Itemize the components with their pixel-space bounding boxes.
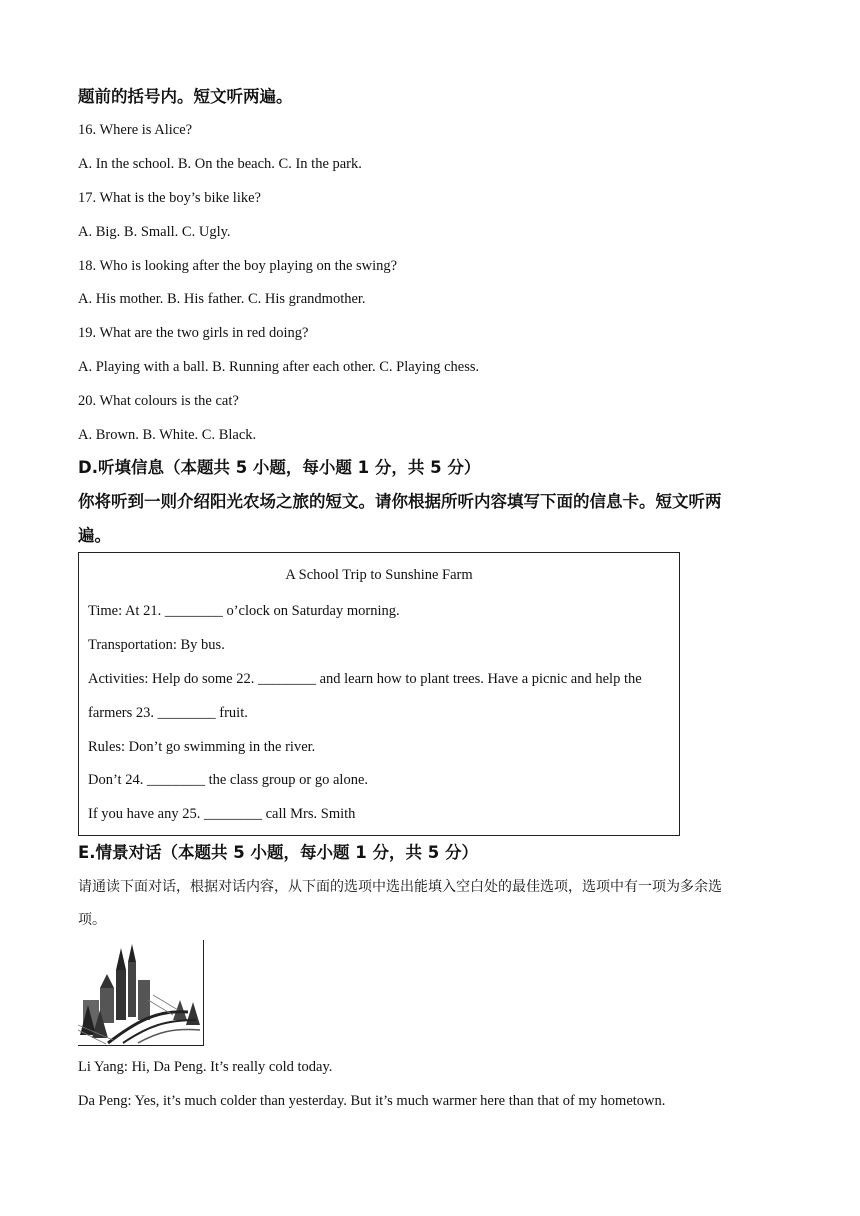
section-e-instruction-line1: 请通读下面对话，根据对话内容，从下面的选项中选出能填入空白处的最佳选项，选项中有一项为多余选 [78,879,722,895]
city-sketch-image [78,940,203,1045]
info-card-time: Time: At 21. ________ o’clock on Saturday morning. [88,603,400,619]
question-16: 16. Where is Alice? [78,122,193,138]
options-20: A. Brown. B. White. C. Black. [78,427,257,443]
info-card-activities: Activities: Help do some 22. ________ and learn how to plant trees. Have a picnic and help the [88,671,642,687]
question-18: 18. Who is looking after the boy playing on the swing? [78,258,398,274]
question-17: 17. What is the boy’s bike like? [78,190,261,206]
info-card-transportation: Transportation: By bus. [88,637,225,653]
info-card-activities-cont: farmers 23. ________ fruit. [88,705,248,721]
question-19: 19. What are the two girls in red doing? [78,325,309,341]
section-d-instruction-line2: 遍。 [78,526,111,545]
info-card-rule-2: Don’t 24. ________ the class group or go alone. [88,772,369,788]
options-19: A. Playing with a ball. B. Running after each other. C. Playing chess. [78,359,480,375]
info-card-title: A School Trip to Sunshine Farm [285,567,473,583]
options-16: A. In the school. B. On the beach. C. In the park. [78,156,362,172]
section-e-heading: E.情景对话（本题共 5 小题，每小题 1 分，共 5 分） [78,843,478,862]
dialogue-line-2: Da Peng: Yes, it’s much colder than yesterday. But it’s much warmer here than that of my hometown. [78,1093,666,1109]
section-e-instruction-line2: 项。 [78,912,106,928]
section-d-heading: D.听填信息（本题共 5 小题，每小题 1 分，共 5 分） [78,458,481,477]
info-card [78,552,680,836]
options-18: A. His mother. B. His father. C. His grandmother. [78,291,366,307]
options-17: A. Big. B. Small. C. Ugly. [78,224,231,240]
section-d-instruction-line1: 你将听到一则介绍阳光农场之旅的短文。请你根据所听内容填写下面的信息卡。短文听两 [78,492,722,511]
info-card-rules: Rules: Don’t go swimming in the river. [88,739,316,755]
city-winter-illustration [78,940,204,1046]
section-c-instruction-tail: 题前的括号内。短文听两遍。 [78,87,293,106]
question-20: 20. What colours is the cat? [78,393,239,409]
dialogue-line-1: Li Yang: Hi, Da Peng. It’s really cold today. [78,1059,333,1075]
info-card-rule-3: If you have any 25. ________ call Mrs. Smith [88,806,356,822]
